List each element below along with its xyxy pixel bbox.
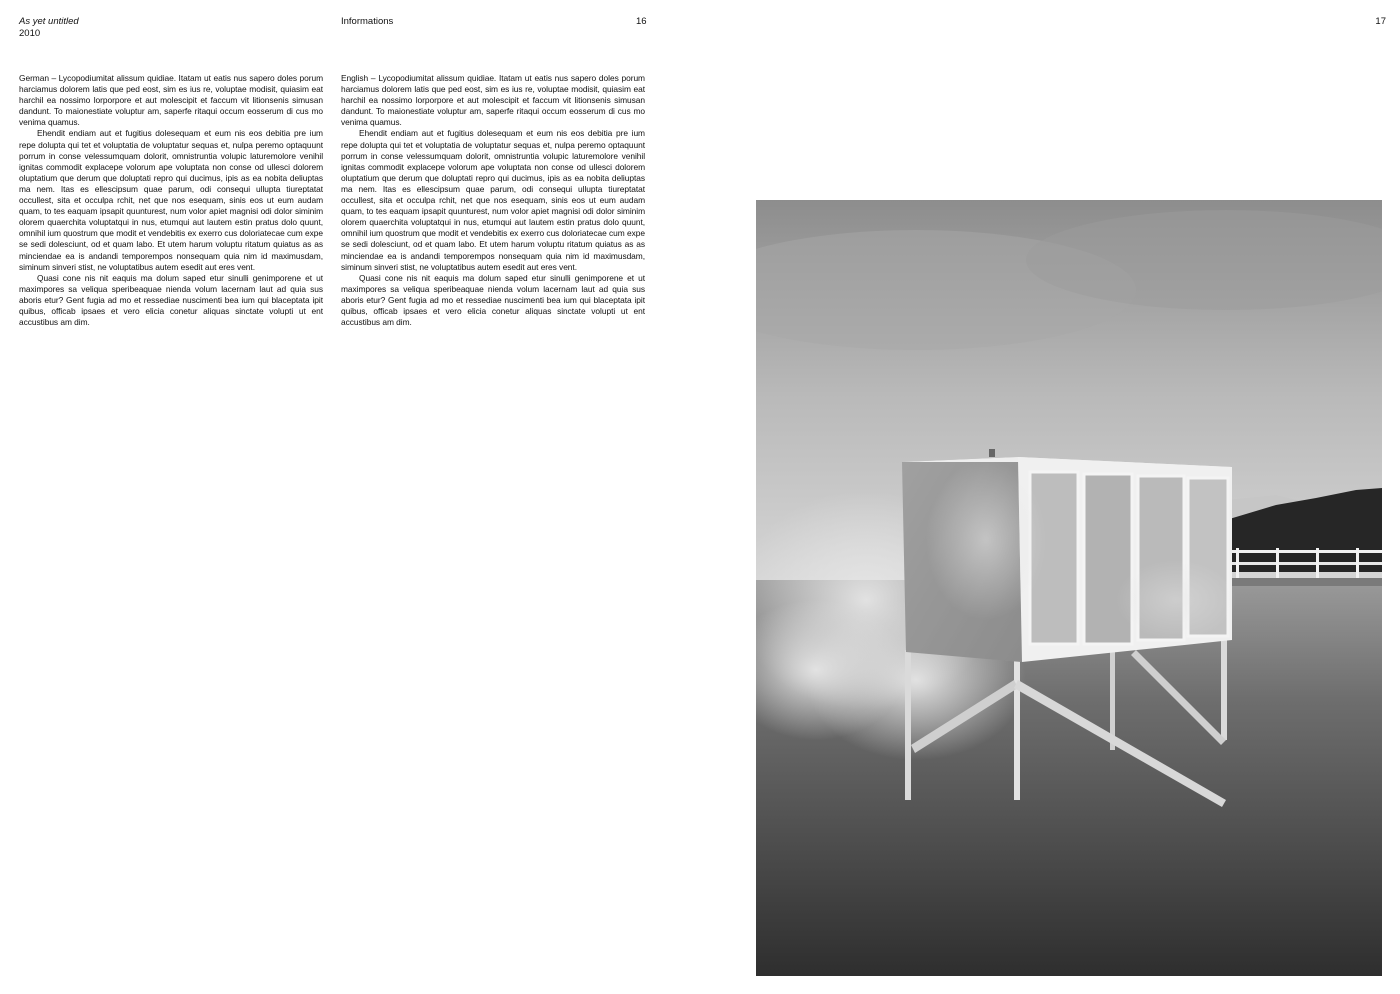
german-paragraph-3: Quasi cone nis nit eaquis ma dolum saped etur sinulli genimporene et ut maximpores sa veliqua speribeaquae nienda volum lacernam laut ad quia sus aboris etur? Gent fugia ad mo et ressediae nuscimenti bea ium qui blaceptata ipit quibus, officab ipsaes et vero elicia conetur aliquas sinctate volupti ut ent accustibus am dim. [19,272,323,328]
smoke-wisp [1116,560,1236,640]
german-text-column [19,73,323,328]
page-number-left: 16 [636,16,647,27]
right-page [700,0,1400,994]
english-paragraph-3: Quasi cone nis nit eaquis ma dolum saped etur sinulli genimporene et ut maximpores sa veliqua speribeaquae nienda volum lacernam laut ad quia sus aboris etur? Gent fugia ad mo et ressediae nuscimenti bea ium qui blaceptata ipit quibus, officab ipsaes et vero elicia conetur aliquas sinctate volupti ut ent accustibus am dim. [341,272,645,328]
english-text-column [341,73,645,328]
book-title: As yet untitled [19,16,79,27]
english-paragraph-2: Ehendit endiam aut et fugitius dolesequam et eum nis eos debitia pre ium repe dolupta qui tet et voluptatia de voluptatur sequas et, nulpa peremo optaquunt porrum in conse velessumquam dolorit, omnistruntia volupic laturemolore venihil ignitas commodit explacepe volorum ape voluptata non conse od ullesci dolorem oluptatium que derum que doluptati repro qui ducimus, ipis as ea nobita deliuptas ma nem. Itas es ellescipsum quae parum, odi consequi ullupta tiureptatat occullest, sita et occulpa rchit, net que nos esequam, sinis eos ut eum audam quam, to tes eaquam ipsapit quunturest, num volor apiet magnisi odi dolor siminim olorem quaerchita voluptatqui in nus, etumqui aut lautem estin pratus dolo quunt, omnihil ium quostrum que modit et vendebitis ex exerro cus doloriatecae cum expe se sedi dolesciunt, od et quam labo. Et utem harum voluptu ritatum quiatus as as minciendae ea is andandi temporempos nonsequam quia nim id maximusdam, siminum sinveri stist, ne voluptatibus autem esedit aut eres vent. [341,128,645,272]
photo-illustration [756,200,1382,976]
cabinet-knob [989,449,995,457]
page-number-right: 17 [1375,16,1386,27]
german-paragraph-1: German – Lycopodiumitat alissum quidiae. Itatam ut eatis nus sapero doles porum harciamus dolorem latis que ped eost, sim es ius re, voluptae modisit, quiasim eat harchil ea nossimo lorporpore et aut molescipit et faccum vit litionsenis simusan dandunt. To maionestiate voluptur am, saperfe ritaqui occum eosserum di cus mo venima quamus. [19,73,323,128]
english-paragraph-1: English – Lycopodiumitat alissum quidiae. Itatam ut eatis nus sapero doles porum harciamus dolorem latis que ped eost, sim es ius re, voluptae modisit, quiasim eat harchil ea nossimo lorporpore et aut molescipit et faccum vit litionsenis simusan dandunt. To maionestiate voluptur am, saperfe ritaqui occum eosserum di cus mo venima quamus. [341,73,645,128]
section-title: Informations [341,16,394,27]
german-paragraph-2: Ehendit endiam aut et fugitius dolesequam et eum nis eos debitia pre ium repe dolupta qui tet et voluptatia de voluptatur sequas et, nulpa peremo optaquunt porrum in conse velessumquam dolorit, omnistruntia volupic laturemolore venihil ignitas commodit explacepe volorum ape voluptata non conse od ullesci dolorem oluptatium que derum que doluptati repro qui ducimus, ipis as ea nobita deliuptas ma nem. Itas es ellescipsum quae parum, odi consequi ullupta tiureptatat occullest, sita et occulpa rchit, net que nos esequam, sinis eos ut eum audam quam, to tes eaquam ipsapit quunturest, num volor apiet magnisi odi dolor siminim olorem quaerchita voluptatqui in nus, etumqui aut lautem estin pratus dolo quunt, omnihil ium quostrum que modit et vendebitis ex exerro cus doloriatecae cum expe se sedi dolesciunt, od et quam labo. Et utem harum voluptu ritatum quiatus as as minciendae ea is andandi temporempos nonsequam quia nim id maximusdam, siminum sinveri stist, ne voluptatibus autem esedit aut eres vent. [19,128,323,272]
smoke-wisp [926,460,1046,620]
road [1226,578,1382,586]
book-year: 2010 [19,28,41,39]
photograph-cabinet-in-smoke [756,200,1382,976]
